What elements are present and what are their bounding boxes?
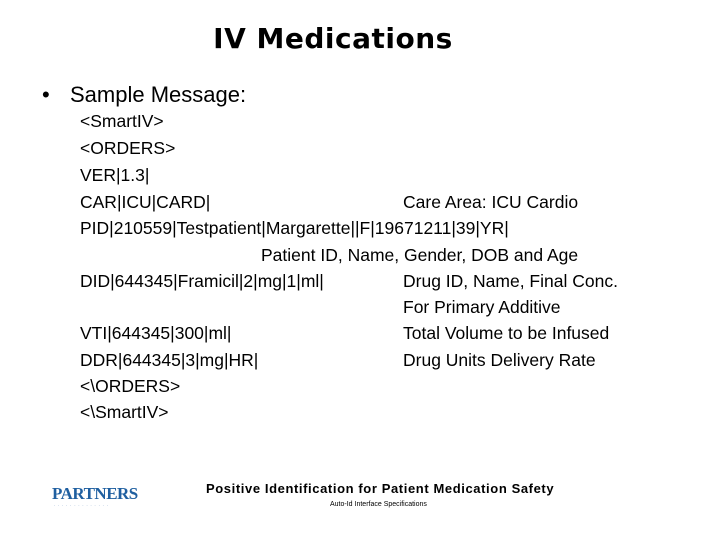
message-line-smartiv-open: <SmartIV>: [80, 111, 164, 131]
annotation-did-line2: For Primary Additive: [403, 297, 561, 317]
bullet-marker: •: [42, 82, 50, 107]
message-line-smartiv-close: <\SmartIV>: [80, 402, 169, 422]
partners-logo-text: PARTNERS: [52, 484, 138, 503]
annotation-car: Care Area: ICU Cardio: [403, 192, 579, 212]
message-line-orders-open: <ORDERS>: [80, 138, 176, 158]
annotation-vti: Total Volume to be Infused: [403, 323, 610, 343]
annotation-pid: Patient ID, Name, Gender, DOB and Age: [261, 245, 579, 265]
partners-logo-tagline: · · · · · · · · · · · · · ·: [54, 503, 109, 508]
bullet-item: [42, 82, 246, 108]
message-line-car: CAR|ICU|CARD|: [80, 192, 211, 212]
partners-logo: [52, 484, 138, 510]
annotation-did-line1: Drug ID, Name, Final Conc.: [403, 271, 618, 291]
message-line-ddr: DDR|644345|3|mg|HR|: [80, 350, 259, 370]
message-line-pid: PID|210559|Testpatient|Margarette||F|19671211|39|YR|: [80, 218, 509, 238]
footer-subtitle: Auto-Id Interface Specifications: [330, 501, 427, 508]
message-line-orders-close: <\ORDERS>: [80, 376, 181, 396]
footer-title: Positive Identification for Patient Medication Safety: [206, 481, 555, 496]
bullet-text: Sample Message:: [70, 82, 247, 107]
message-line-vti: VTI|644345|300|ml|: [80, 323, 232, 343]
slide-title: IV Medications: [213, 22, 453, 55]
annotation-ddr: Drug Units Delivery Rate: [403, 350, 596, 370]
message-line-ver: VER|1.3|: [80, 165, 150, 185]
message-line-did: DID|644345|Framicil|2|mg|1|ml|: [80, 271, 324, 291]
